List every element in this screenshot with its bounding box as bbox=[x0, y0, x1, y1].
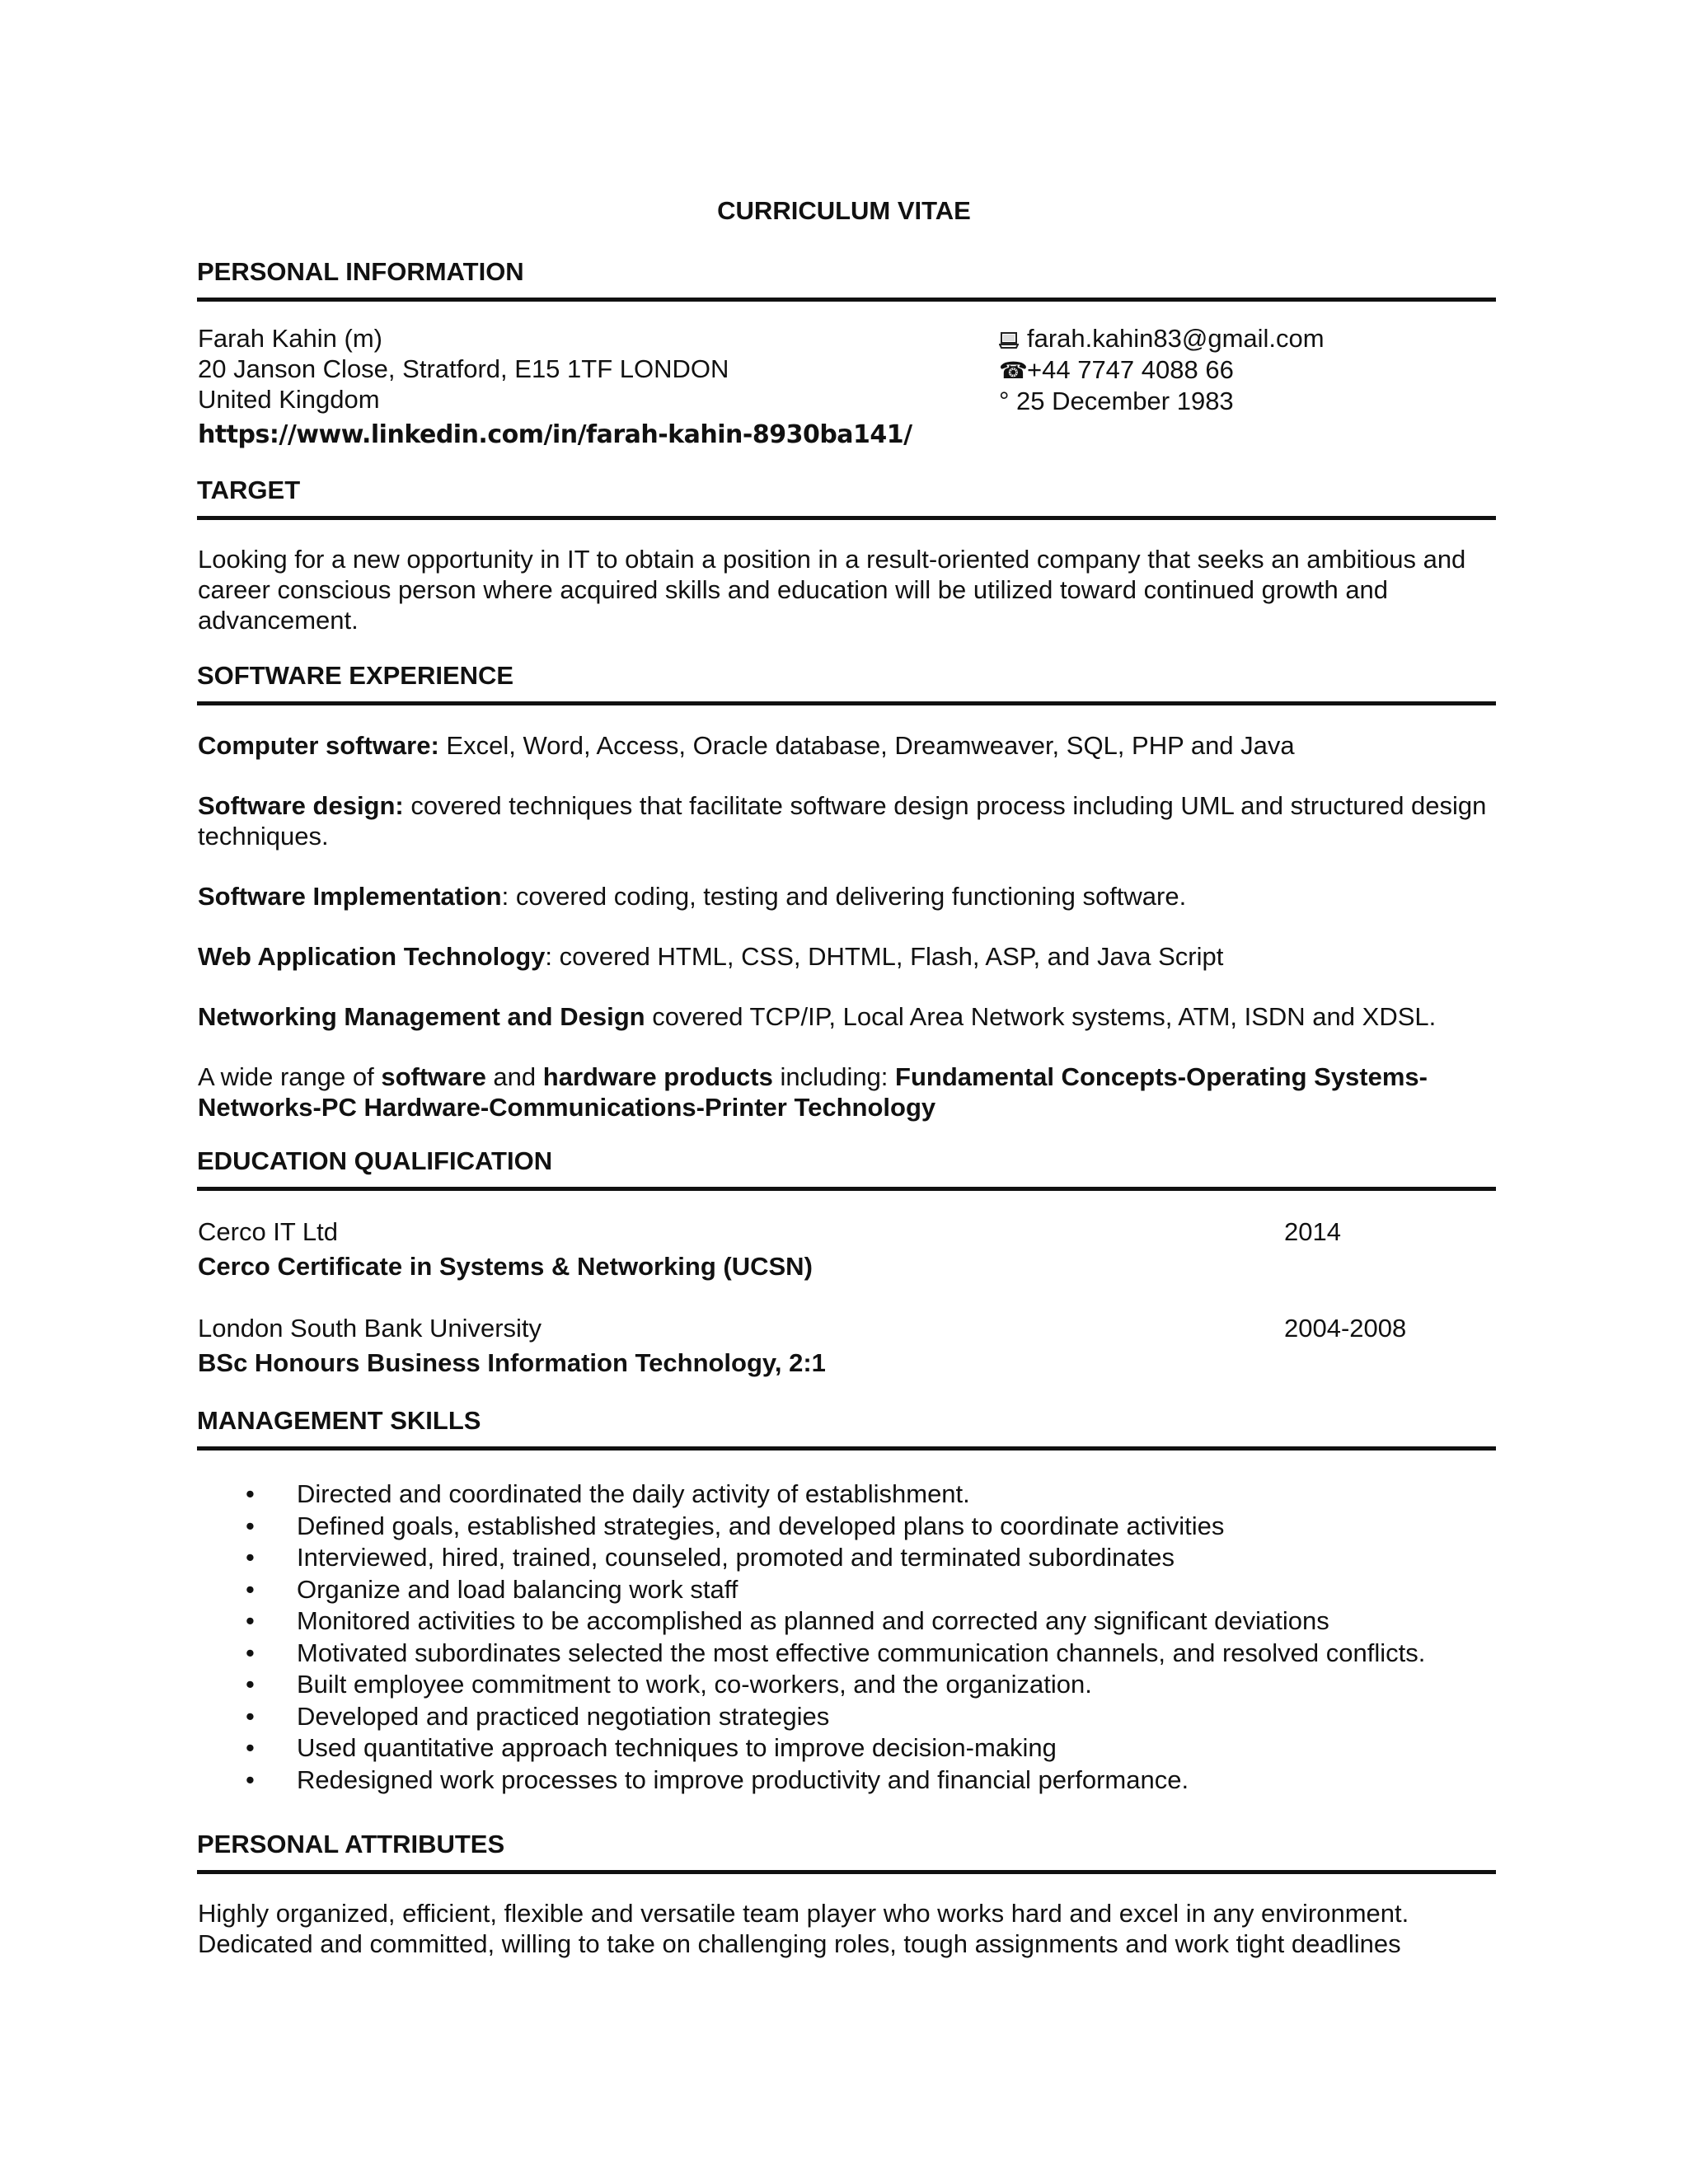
address-line-2: United Kingdom bbox=[198, 385, 380, 414]
list-item-text: Used quantitative approach techniques to improve decision-making bbox=[297, 1733, 1057, 1762]
list-item-text: Directed and coordinated the daily activity of establishment. bbox=[297, 1479, 970, 1508]
skill-text: covered TCP/IP, Local Area Network systems, ATM, ISDN and XDSL. bbox=[645, 1002, 1437, 1031]
range-bold: hardware products bbox=[542, 1062, 773, 1091]
bullet: • bbox=[246, 1670, 255, 1699]
range-bold: Fundamental Concepts-Operating Systems-Networks-PC Hardware-Communications-Printer Technology bbox=[198, 1062, 1428, 1122]
education-institution: London South Bank University bbox=[198, 1314, 542, 1343]
skill-text: : covered coding, testing and delivering functioning software. bbox=[501, 882, 1187, 911]
skill-item-software-design bbox=[198, 790, 1497, 851]
list-item-text: Redesigned work processes to improve productivity and financial performance. bbox=[297, 1765, 1189, 1794]
bullet: • bbox=[246, 1733, 255, 1762]
list-item-text: Interviewed, hired, trained, counseled, promoted and terminated subordinates bbox=[297, 1543, 1175, 1572]
range-text: and bbox=[485, 1062, 543, 1091]
list-item-text: Organize and load balancing work staff bbox=[297, 1574, 738, 1604]
bullet: • bbox=[246, 1574, 255, 1604]
education-entry bbox=[198, 1215, 1497, 1284]
skill-text: Excel, Word, Access, Oracle database, Dreamweaver, SQL, PHP and Java bbox=[438, 731, 1295, 760]
section-heading-target: TARGET bbox=[197, 473, 1496, 520]
list-item bbox=[198, 1638, 1497, 1670]
bullet: • bbox=[246, 1638, 255, 1667]
list-item-text: Motivated subordinates selected the most effective communication channels, and resolved conflicts. bbox=[297, 1638, 1426, 1667]
bullet: • bbox=[246, 1606, 255, 1635]
skill-label: Software Implementation bbox=[198, 882, 502, 911]
email-address[interactable]: farah.kahin83@gmail.com bbox=[1027, 324, 1325, 353]
full-name: Farah Kahin (m) bbox=[198, 324, 382, 353]
phone-row bbox=[999, 354, 1325, 386]
list-item bbox=[198, 1669, 1497, 1701]
attributes-line-1: Highly organized, efficient, flexible and versatile team player who works hard and excel in any environment. bbox=[198, 1899, 1409, 1928]
education-qualification: Cerco Certificate in Systems & Networking (UCSN) bbox=[198, 1252, 813, 1281]
section-heading-personal-attributes: PERSONAL ATTRIBUTES bbox=[197, 1827, 1496, 1874]
bullet: • bbox=[246, 1511, 255, 1540]
skill-item-software-implementation bbox=[198, 881, 1497, 912]
list-item bbox=[198, 1732, 1497, 1765]
education-entry bbox=[198, 1311, 1497, 1380]
address-line-1: 20 Janson Close, Stratford, E15 1TF LONDON bbox=[198, 354, 729, 383]
skill-label: Software design: bbox=[198, 791, 404, 820]
management-skills-list bbox=[198, 1479, 1497, 1796]
education-year: 2004-2008 bbox=[1284, 1314, 1407, 1343]
email-row bbox=[999, 323, 1325, 354]
attributes-line-2: Dedicated and committed, willing to take on challenging roles, tough assignments and work tight deadlines bbox=[198, 1929, 1401, 1958]
list-item bbox=[198, 1574, 1497, 1606]
linkedin-url[interactable]: https://www.linkedin.com/in/farah-kahin-8930ba141/ bbox=[198, 420, 912, 449]
range-bold: software bbox=[381, 1062, 486, 1091]
skill-item-web-application bbox=[198, 941, 1497, 972]
skill-label: Web Application Technology bbox=[198, 942, 546, 971]
skill-text: : covered HTML, CSS, DHTML, Flash, ASP, and Java Script bbox=[545, 942, 1224, 971]
list-item-text: Built employee commitment to work, co-workers, and the organization. bbox=[297, 1670, 1092, 1699]
education-institution: Cerco IT Ltd bbox=[198, 1217, 339, 1246]
list-item bbox=[198, 1542, 1497, 1574]
skill-text: covered techniques that facilitate software design process including UML and structured design techniques. bbox=[198, 791, 1487, 851]
list-item bbox=[198, 1765, 1497, 1797]
telephone-icon: ☎ bbox=[999, 358, 1028, 383]
list-item bbox=[198, 1701, 1497, 1733]
list-item-text: Defined goals, established strategies, and developed plans to coordinate activities bbox=[297, 1511, 1225, 1540]
range-text: including: bbox=[772, 1062, 896, 1091]
skill-range-paragraph bbox=[198, 1062, 1497, 1122]
target-block bbox=[198, 544, 1497, 635]
skill-label: Computer software: bbox=[198, 731, 439, 760]
list-item-text: Developed and practiced negotiation strategies bbox=[297, 1701, 830, 1731]
skill-item-networking bbox=[198, 1001, 1497, 1032]
document-title: CURRICULUM VITAE bbox=[717, 196, 971, 225]
section-heading-education: EDUCATION QUALIFICATION bbox=[197, 1144, 1496, 1191]
skill-label: Networking Management and Design bbox=[198, 1002, 645, 1031]
phone-number: +44 7747 4088 66 bbox=[1027, 355, 1234, 384]
skill-item-computer-software bbox=[198, 730, 1497, 761]
section-heading-software-experience: SOFTWARE EXPERIENCE bbox=[197, 658, 1496, 705]
birth-date: ° 25 December 1983 bbox=[999, 387, 1234, 415]
bullet: • bbox=[246, 1479, 255, 1508]
education-year: 2014 bbox=[1284, 1217, 1341, 1246]
education-qualification: BSc Honours Business Information Technology, 2:1 bbox=[198, 1348, 826, 1377]
bullet: • bbox=[246, 1765, 255, 1794]
list-item-text: Monitored activities to be accomplished as planned and corrected any significant deviations bbox=[297, 1606, 1329, 1635]
contact-left-column bbox=[198, 323, 912, 454]
bullet: • bbox=[246, 1543, 255, 1572]
list-item bbox=[198, 1605, 1497, 1638]
range-text: A wide range of bbox=[198, 1062, 382, 1091]
bullet: • bbox=[246, 1701, 255, 1731]
software-experience-block bbox=[198, 730, 1497, 1122]
contact-right-column bbox=[999, 323, 1325, 416]
laptop-icon bbox=[999, 324, 1027, 354]
target-text: Looking for a new opportunity in IT to obtain a position in a result-oriented company that seeks an ambitious and career conscious person where acquired skills and education will be utilized toward continued growth and advancement. bbox=[198, 545, 1466, 635]
list-item bbox=[198, 1511, 1497, 1543]
section-heading-management-skills: MANAGEMENT SKILLS bbox=[197, 1404, 1496, 1451]
section-heading-personal-information: PERSONAL INFORMATION bbox=[197, 255, 1496, 302]
list-item bbox=[198, 1479, 1497, 1511]
personal-attributes-block bbox=[198, 1898, 1497, 1959]
